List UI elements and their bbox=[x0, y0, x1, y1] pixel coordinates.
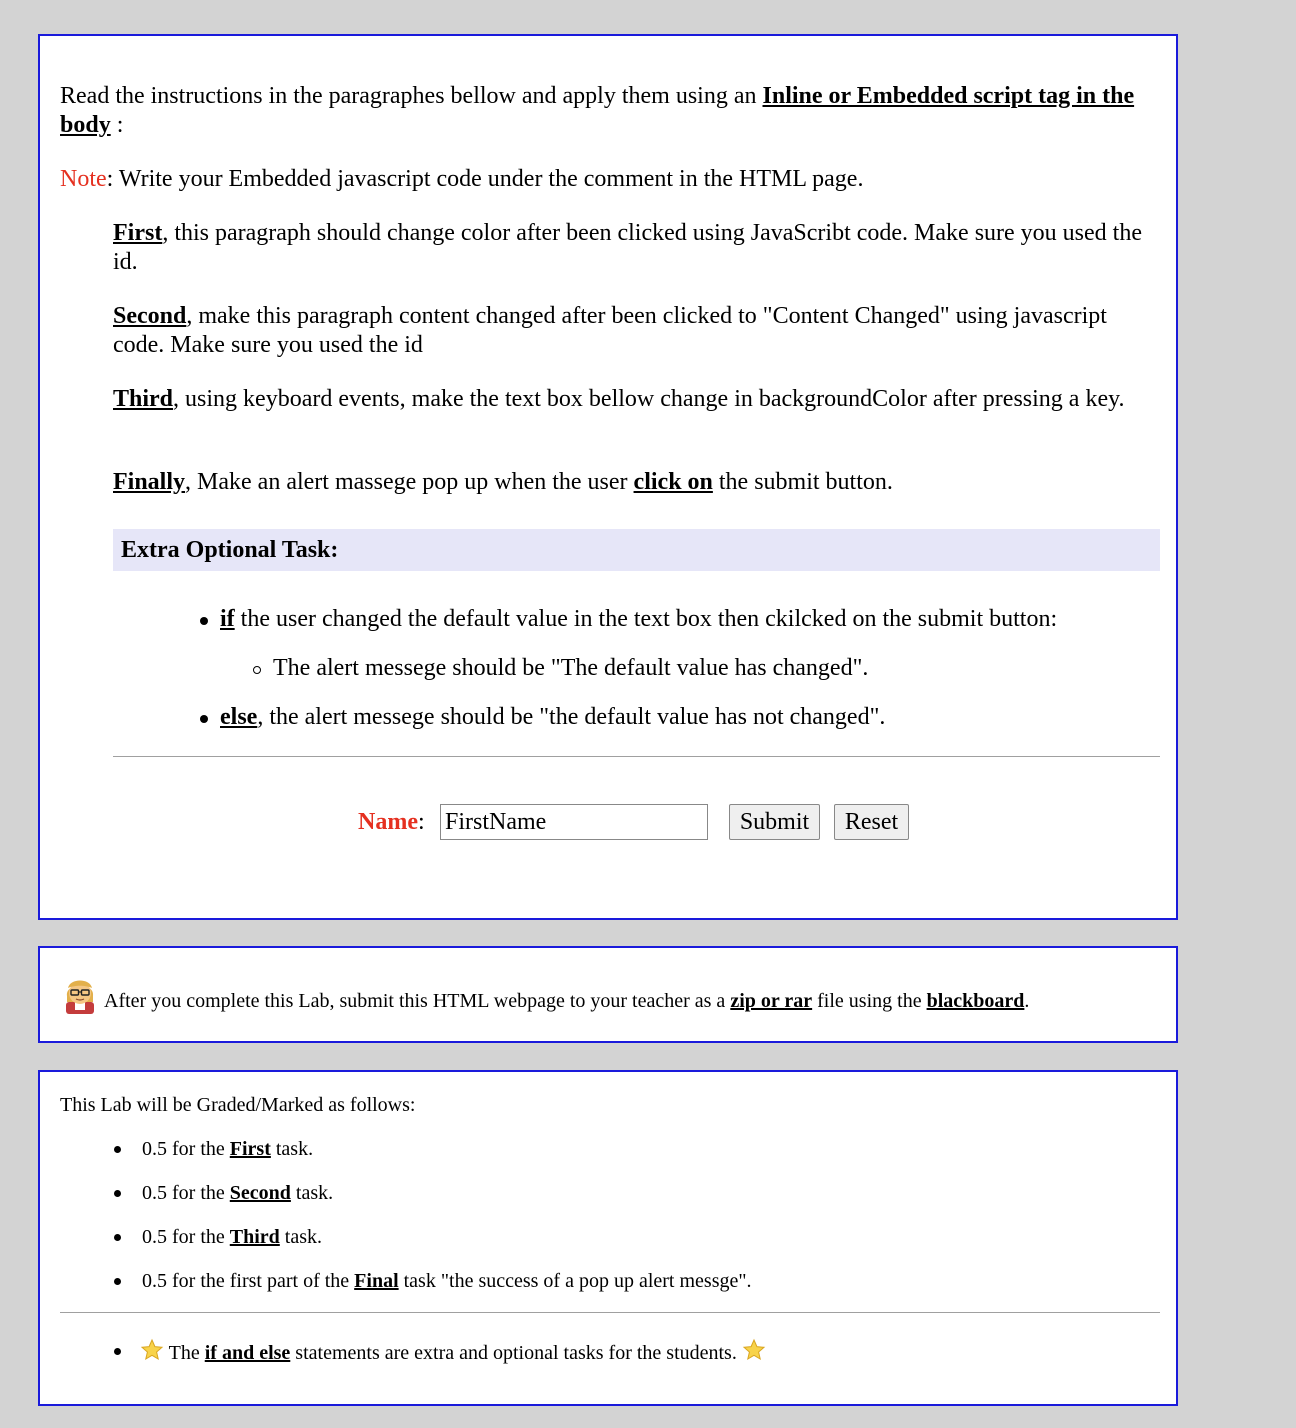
task-panel bbox=[38, 34, 1178, 920]
list-item-alert: The alert messege should be "The default value has changed". bbox=[273, 655, 869, 681]
star-icon bbox=[140, 1338, 164, 1362]
grading-item: 0.5 for the Third task. bbox=[142, 1226, 323, 1248]
reset-button[interactable]: Reset bbox=[834, 804, 909, 840]
zip-or-rar: zip or rar bbox=[730, 990, 813, 1012]
intro-bold: Inline or Embedded script tag in the body bbox=[60, 83, 1135, 138]
bullet-icon bbox=[114, 1348, 121, 1355]
grading-item: 0.5 for the First task. bbox=[142, 1138, 314, 1160]
submission-panel bbox=[38, 946, 1178, 1043]
finally-paragraph: Finally, Make an alert massege pop up when the user click on the submit button. bbox=[113, 469, 893, 495]
second-paragraph[interactable]: Second, make this paragraph content changed after been clicked to "Content Changed" using javascript code. Make sure you used the id bbox=[113, 303, 1107, 358]
list-item-else: else, the alert messege should be "the default value has not changed". bbox=[220, 704, 886, 730]
grading-item: 0.5 for the Second task. bbox=[142, 1182, 334, 1204]
list-item-if: if the user changed the default value in the text box then ckilcked on the submit button: bbox=[220, 606, 1058, 632]
star-icon bbox=[742, 1338, 766, 1362]
submit-button[interactable]: Submit bbox=[729, 804, 820, 840]
name-input[interactable] bbox=[440, 804, 708, 840]
note-paragraph: Note: Write your Embedded javascript code under the comment in the HTML page. bbox=[60, 166, 864, 192]
bullet-icon bbox=[200, 617, 208, 625]
first-paragraph[interactable]: First, this paragraph should change color after been clicked using JavaScribt code. Make sure you used the id. bbox=[113, 220, 1142, 275]
intro-paragraph: Read the instructions in the paragraphes bellow and apply them using an Inline or Embedded script tag in the body : bbox=[60, 83, 1135, 138]
circle-bullet-icon bbox=[253, 666, 261, 674]
bullet-icon bbox=[114, 1234, 121, 1241]
grading-title: This Lab will be Graded/Marked as follows: bbox=[60, 1094, 416, 1116]
extra-task-heading: Extra Optional Task: bbox=[113, 529, 1160, 571]
teacher-icon bbox=[62, 976, 98, 1014]
bullet-icon bbox=[114, 1146, 121, 1153]
bullet-icon bbox=[114, 1278, 121, 1285]
submission-text: After you complete this Lab, submit this HTML webpage to your teacher as a zip or rar file using the blackboard. bbox=[104, 990, 1030, 1012]
divider bbox=[113, 756, 1160, 757]
grading-item: 0.5 for the first part of the Final task "the success of a pop up alert messge". bbox=[142, 1270, 752, 1292]
name-label: Name: bbox=[358, 809, 425, 835]
bullet-icon bbox=[114, 1190, 121, 1197]
blackboard: blackboard bbox=[926, 990, 1025, 1012]
grading-panel bbox=[38, 1070, 1178, 1406]
bullet-icon bbox=[200, 715, 208, 723]
grading-extra-item: The if and else statements are extra and optional tasks for the students. bbox=[140, 1338, 766, 1366]
note-label: Note bbox=[60, 166, 107, 192]
divider bbox=[60, 1312, 1160, 1313]
third-paragraph: Third, using keyboard events, make the text box bellow change in backgroundColor after pressing a key. bbox=[113, 386, 1125, 412]
